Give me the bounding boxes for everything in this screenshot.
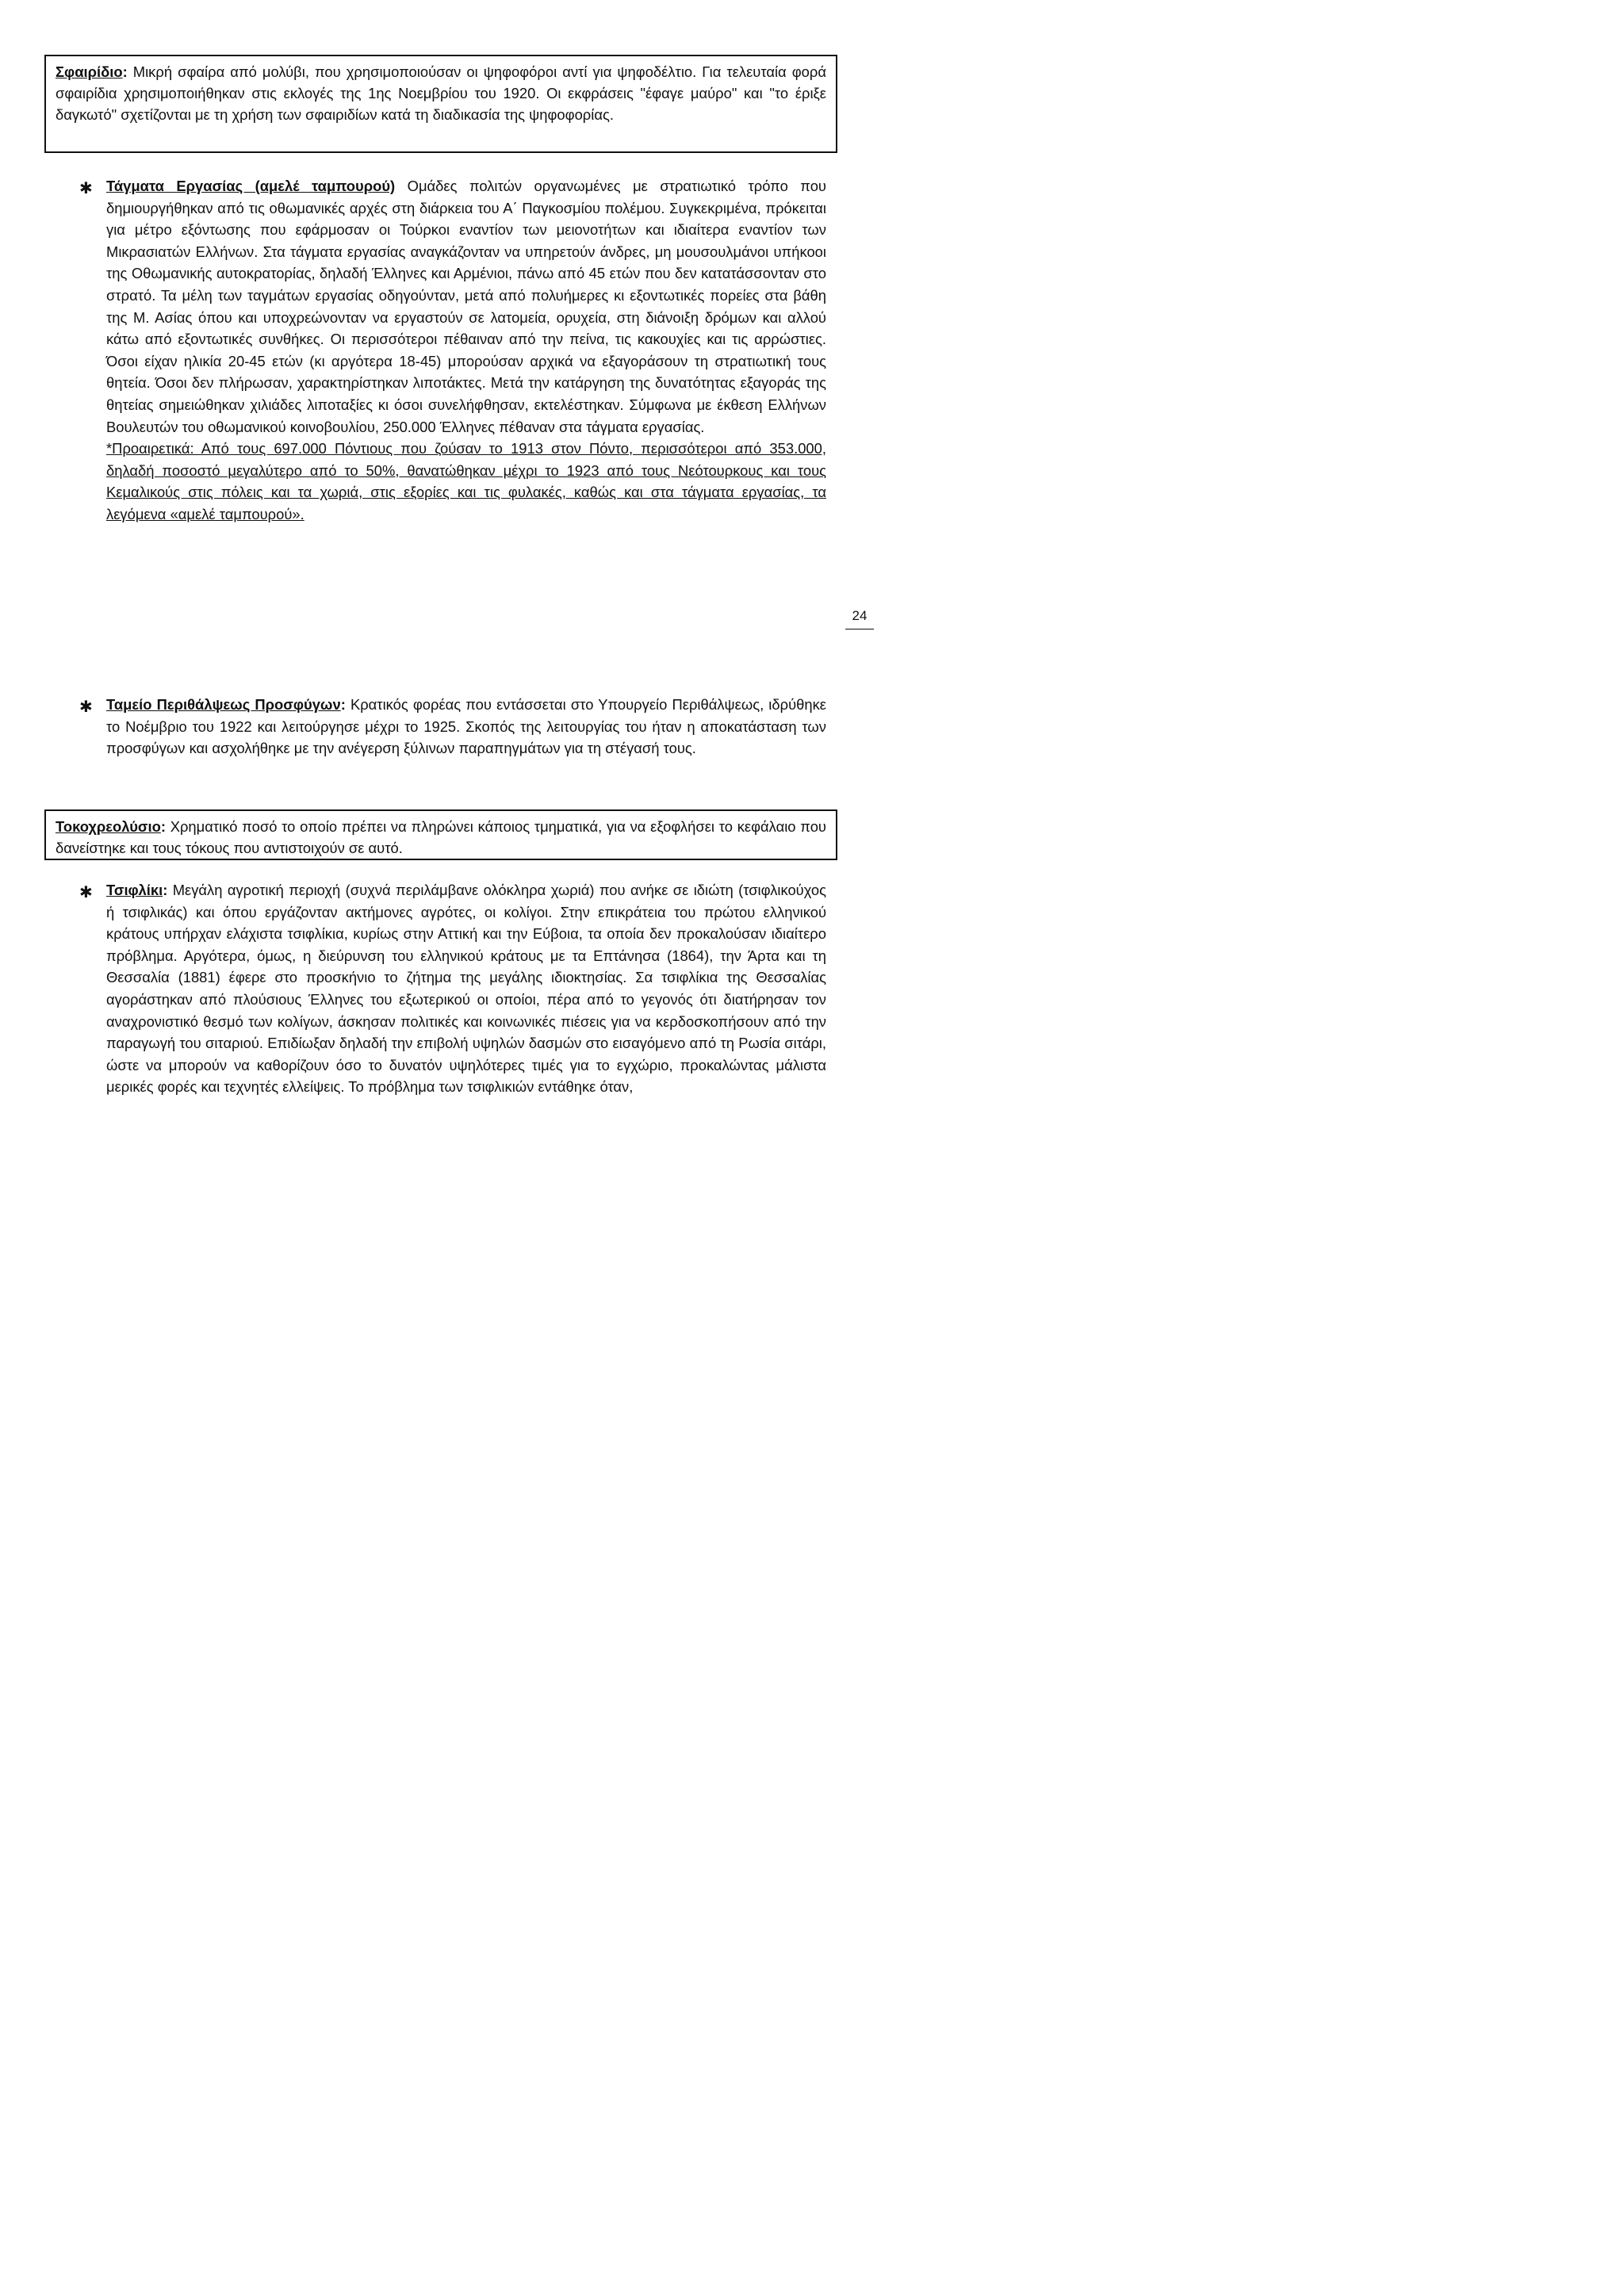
asterisk-bullet-icon: ✱ <box>79 882 93 901</box>
asterisk-bullet-icon: ✱ <box>79 178 93 197</box>
glossary-term: Τάγματα Εργασίας (αμελέ ταμπουρού) <box>106 178 396 194</box>
document-page <box>0 0 872 1234</box>
definition-paragraph <box>106 879 826 1098</box>
optional-note: *Προαιρετικά: Από τους 697.000 Πόντιους που ζούσαν το 1913 στον Πόντο, περισσότεροι από 353.000, δηλαδή ποσοστό μεγαλύτερο από το 50%, θανατώθηκαν μέχρι το 1923 από τους Νεότουρκους και τους Κεμαλικούς στις πόλεις και τα χωριά, στις εξορίες και τις φυλακές, καθώς και στα τάγματα εργασίας, τα λεγόμενα «αμελέ ταμπουρού». <box>106 440 826 522</box>
glossary-term: Τοκοχρεολύσιο <box>56 818 161 835</box>
glossary-definition: Ομάδες πολιτών οργανωμένες με στρατιωτικό τρόπο που δημιουργήθηκαν από τις οθωμανικές αρχές στη διάρκεια του Α΄ Παγκοσμίου πολέμου. Συγκεκριμένα, πρόκειται για μέτρο εξόντωσης που εφάρμοσαν οι Τούρκοι εναντίον των μειονοτήτων και ιδιαίτερα εναντίον των Μικρασιατών Ελλήνων. Στα τάγματα εργασίας αναγκάζονταν να υπηρετούν άνδρες, μη μουσουλμάνοι υπήκοοι της Οθωμανικής αυτοκρατορίας, δηλαδή Έλληνες και Αρμένιοι, πάνω από 45 ετών που δεν κατατάσσονταν στο στρατό. Τα μέλη των ταγμάτων εργασίας οδηγούνταν, μετά από πολυήμερες κι εξοντωτικές πορείες στα βάθη της Μ. Ασίας όπου και υποχρεώνονταν να εργαστούν σε λατομεία, ορυχεία, στη διάνοιξη δρόμων και αλλού κάτω από εξοντωτικές συνθήκες. Οι περισσότεροι πέθαιναν από την πείνα, τις κακουχίες και τις αρρώστιες. Όσοι είχαν ηλικία 20-45 ετών (κι αργότερα 18-45) μπορούσαν αρχικά να εξαγοράσουν τη στρατιωτική τους θητεία. Όσοι δεν πλήρωσαν, χαρακτηρίστηκαν λιποτάκτες. Μετά την κατάργηση της δυνατότητας εξαγοράς της θητείας σημειώθηκαν χιλιάδες λιποταξίες κι όσοι συνελήφθησαν, εκτελέστηκαν. Σύμφωνα με έκθεση Ελλήνων Βουλευτών του οθωμανικού κοινοβουλίου, 250.000 Έλληνες πέθαναν στα τάγματα εργασίας. <box>106 178 826 435</box>
asterisk-bullet-icon: ✱ <box>79 697 93 716</box>
glossary-definition: Κρατικός φορέας που εντάσσεται στο Υπουργείο Περιθάλψεως, ιδρύθηκε το Νοέμβριο του 1922 και λειτούργησε μέχρι το 1925. Σκοπός της λειτουργίας του ήταν η αποκατάσταση των προσφύγων και ασχολήθηκε με την ανέγερση ξύλινων παραπηγμάτων για τη στέγασή τους. <box>106 696 826 757</box>
glossary-definition: Μεγάλη αγροτική περιοχή (συχνά περιλάμβανε ολόκληρα χωριά) που ανήκε σε ιδιώτη (τσιφλικούχος ή τσιφλικάς) και όπου εργάζονταν ακτήμονες αγρότες, οι κολίγοι. Στην επικράτεια του πρώτου ελληνικού κράτους υπήρχαν ελάχιστα τσιφλίκια, κυρίως στην Αττική και την Εύβοια, τα οποία δεν προκαλούσαν ιδιαίτερο πρόβλημα. Αργότερα, όμως, η διεύρυνση του ελληνικού κράτους με τα Επτάνησα (1864), την Άρτα και τη Θεσσαλία (1881) έφερε στο προσκήνιο το ζήτημα της μεγάλης ιδιοκτησίας. Σα τσιφλίκια της Θεσσαλίας αγοράστηκαν από πλούσιους Έλληνες του εξωτερικού οι οποίοι, πέρα από το γεγονός ότι διατήρησαν τον αναχρονιστικό θεσμό των κολίγων, άσκησαν πολιτικές και κοινωνικές πιέσεις για να κερδοσκοπήσουν από την παραγωγή του σιταριού. Επιδίωξαν δηλαδή την επιβολή υψηλών δασμών στο εισαγόμενο από τη Ρωσία σιτάρι, ώστε να μπορούν να καθορίζουν όσο το δυνατόν υψηλότερες τιμές για το εγχώριο, προκαλώντας μάλιστα μερικές φορές και τεχνητές ελλείψεις. Το πρόβλημα των τσιφλικιών εντάθηκε όταν, <box>106 882 826 1096</box>
term-separator: : <box>340 696 346 713</box>
entry-body <box>106 175 826 526</box>
glossary-box-sfairidio <box>44 55 837 153</box>
glossary-entry-tagmata <box>79 175 833 526</box>
glossary-definition: Μικρή σφαίρα από μολύβι, που χρησιμοποιούσαν οι ψηφοφόροι αντί για ψηφοδέλτιο. Για τελευταία φορά σφαιρίδια χρησιμοποιήθηκαν στις εκλογές της 1ης Νοεμβρίου του 1920. Οι εκφράσεις "έφαγε μαύρο" και "το έριξε δαγκωτό" σχετίζονται με τη χρήση των σφαιριδίων κατά τη διαδικασία της ψηφοφορίας. <box>56 63 826 123</box>
definition-paragraph <box>106 694 826 760</box>
glossary-term: Σφαιρίδιο <box>56 63 123 80</box>
entry-body <box>106 694 826 760</box>
glossary-entry-tameio <box>79 694 833 760</box>
definition-paragraph <box>106 175 826 438</box>
glossary-entry-tsifliki <box>79 879 833 1098</box>
glossary-box-tokoxreolysio <box>44 809 837 860</box>
page-number: 24 <box>845 608 874 629</box>
glossary-definition: Χρηματικό ποσό το οποίο πρέπει να πληρώνει κάποιος τμηματικά, για να εξοφλήσει το κεφάλαιο που δανείστηκε και τους τόκους που αντιστοιχούν σε αυτό. <box>56 818 826 856</box>
term-separator: : <box>163 882 168 898</box>
term-separator: : <box>160 818 166 835</box>
glossary-term: Ταμείο Περιθάλψεως Προσφύγων <box>106 696 341 713</box>
entry-body <box>106 879 826 1098</box>
term-separator: : <box>122 63 128 80</box>
glossary-term: Τσιφλίκι <box>106 882 163 898</box>
